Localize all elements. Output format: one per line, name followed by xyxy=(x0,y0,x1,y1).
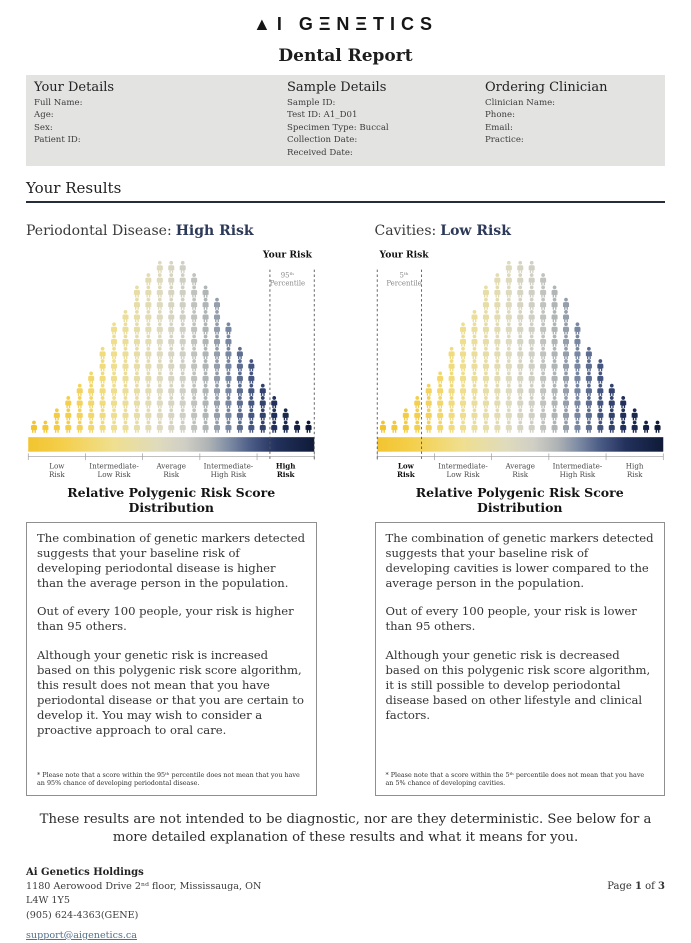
percentile-label: 5ᵗʰ Percentile xyxy=(385,271,422,288)
your-risk-marker-label: Your Risk xyxy=(379,249,429,261)
patient-details-band xyxy=(26,75,665,166)
sample-id-field: Sample ID: xyxy=(287,98,336,108)
page-title: Dental Report xyxy=(278,46,413,66)
axis-label: Intermediate-Low Risk xyxy=(89,461,139,480)
received-date-field: Received Date: xyxy=(287,147,353,158)
company-address-line1: 1180 Aerowood Drive 2ⁿᵈ floor, Mississauga, ON xyxy=(26,880,262,892)
ordering-clinician-section xyxy=(485,80,657,159)
axis-label: High Risk xyxy=(275,461,296,480)
risk-gradient-bar xyxy=(28,437,314,452)
of-word: of xyxy=(645,880,655,892)
collection-date-field: Collection Date: xyxy=(287,135,358,146)
result-paragraph: Out of every 100 people, your risk is higher than 95 others. xyxy=(37,604,294,634)
result-paragraph: The combination of genetic markers detected suggests that your baseline risk of developing periodontal disease is higher than the average person in the population. xyxy=(37,531,306,591)
risk-axis xyxy=(28,454,314,461)
results-grid xyxy=(26,223,665,796)
specimen-type-field: Specimen Type: Buccal xyxy=(287,122,389,133)
results-divider xyxy=(26,201,665,203)
axis-label: Intermediate-High Risk xyxy=(552,461,602,480)
result-paragraph: Although your genetic risk is decreased based on this polygenic risk score algorithm, it is still possible to develop periodontal disease based on other lifestyle and clinical factors. xyxy=(385,647,651,722)
page-number: 1 xyxy=(634,880,642,892)
axis-label: Average Risk xyxy=(156,461,187,480)
your-results-heading: Your Results xyxy=(26,179,122,198)
page-number-label xyxy=(607,881,665,943)
sex-field: Sex: xyxy=(34,122,53,133)
clinician-name-field: Clinician Name: xyxy=(485,98,556,108)
full-name-field: Full Name: xyxy=(34,98,83,108)
condition-label: Periodontal Disease: xyxy=(26,223,172,240)
sample-details-heading: Sample Details xyxy=(287,80,387,95)
result-footnote: * Please note that a score within the 5ᵗʰ percentile does not mean that you have an 5% chance of developing cavities. xyxy=(385,770,645,788)
risk-gradient-bar xyxy=(377,437,663,452)
percentile-label: 95ᵗʰ Percentile xyxy=(269,271,306,288)
company-phone: (905) 624-4363(GENE) xyxy=(26,909,139,921)
patient-id-field: Patient ID: xyxy=(34,135,81,146)
axis-label: Average Risk xyxy=(504,461,535,480)
axis-label: Intermediate-Low Risk xyxy=(437,461,488,480)
periodontal-risk-distribution-chart xyxy=(26,245,317,482)
result-periodontal-disease xyxy=(26,223,317,796)
axis-label: High Risk xyxy=(625,461,644,480)
periodontal-explanation-box xyxy=(26,522,317,796)
cavities-explanation-box xyxy=(375,522,666,796)
your-details-section xyxy=(34,80,287,159)
page-total: 3 xyxy=(658,880,665,892)
company-address-line2: L4W 1Y5 xyxy=(26,895,70,907)
axis-label: Low Risk xyxy=(49,461,65,480)
cavities-risk-distribution-chart xyxy=(375,245,666,482)
result-footnote: * Please note that a score within the 95ᵗʰ percentile does not mean that you have an 95% chance of developing periodontal disease. xyxy=(37,770,300,788)
result-cavities xyxy=(375,223,666,796)
ordering-clinician-heading: Ordering Clinician xyxy=(485,80,608,95)
risk-level-label: Low Risk xyxy=(440,223,511,240)
ai-genetics-logo: ▲I GΞNΞTICS xyxy=(253,14,438,34)
condition-label: Cavities: xyxy=(374,223,437,240)
company-name: Ai Genetics Holdings xyxy=(26,866,144,878)
result-paragraph: Although your genetic risk is increased based on this polygenic risk score algorithm, this result does not mean that you have periodontal disease or that you are certain to develop it. You may wish to consider a proactive approach to oral care. xyxy=(37,647,304,737)
clinician-email-field: Email: xyxy=(485,122,513,133)
cavities-result-title xyxy=(375,223,666,239)
axis-label: Intermediate-High Risk xyxy=(203,461,254,480)
sample-details-section xyxy=(287,80,485,159)
result-paragraph: Out of every 100 people, your risk is lower than 95 others. xyxy=(385,604,637,634)
results-disclaimer: These results are not intended to be diagnostic, nor are they deterministic. See below for a more detailed explanation of these results and what it means for you. xyxy=(39,812,652,845)
risk-level-label: High Risk xyxy=(175,223,254,240)
age-field: Age: xyxy=(34,110,54,121)
company-info-block xyxy=(26,865,261,943)
chart-caption: Relative Polygenic Risk Score Distribution xyxy=(67,485,276,516)
page-word: Page xyxy=(607,880,632,892)
test-id-field: Test ID: A1_D01 xyxy=(287,110,358,121)
clinician-phone-field: Phone: xyxy=(485,110,516,121)
chart-caption: Relative Polygenic Risk Score Distribution xyxy=(415,485,624,516)
your-risk-marker-label: Your Risk xyxy=(262,249,312,261)
person-icon-array xyxy=(379,261,660,433)
support-email-link[interactable]: support@aigenetics.ca xyxy=(26,929,138,941)
your-details-heading: Your Details xyxy=(34,80,115,95)
result-paragraph: The combination of genetic markers detected suggests that your baseline risk of developing cavities is lower compared to the average person in the population. xyxy=(385,531,654,591)
axis-label: Low Risk xyxy=(396,461,415,480)
periodontal-result-title xyxy=(26,223,317,239)
risk-axis xyxy=(377,454,663,461)
page-footer xyxy=(26,865,665,943)
clinician-practice-field: Practice: xyxy=(485,135,524,146)
